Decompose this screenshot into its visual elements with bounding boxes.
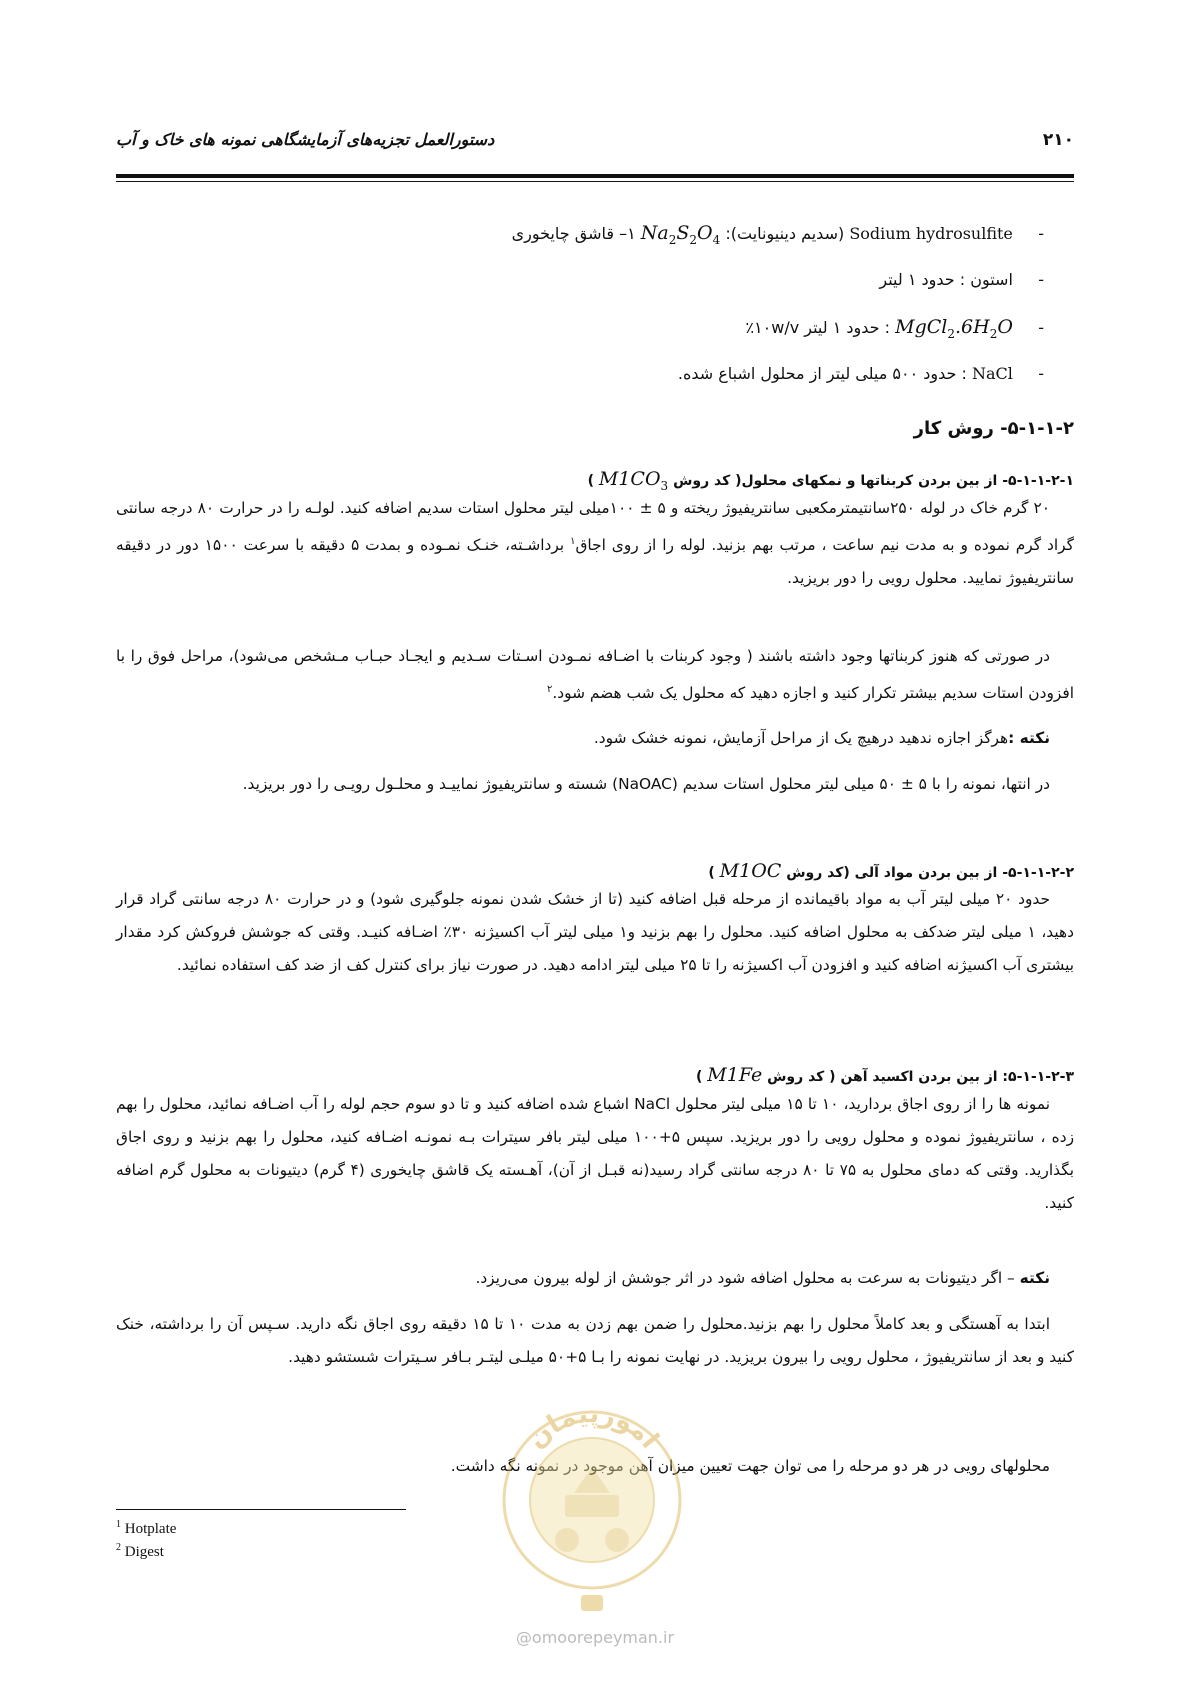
subsection-title: ۵-۱-۱-۲-۲- از بین بردن مواد آلی (کد روش xyxy=(786,865,1074,881)
subsection-heading-3 xyxy=(696,1064,1074,1086)
reagent-en: NaCl xyxy=(972,364,1013,383)
note-label: نکته : xyxy=(1008,729,1050,747)
paragraph: محلولهای رویی در هر دو مرحله را می توان جهت تعیین میزان آهن موجود در نمونه نگه داشت. xyxy=(450,1457,1050,1475)
reagent-item: - $MgCl_2.6H_2O$ : حدود ۱ لیتر ۱۰w/v٪ xyxy=(745,316,1044,341)
formula: $Na_2S_2O_4$ xyxy=(640,222,721,247)
footnote-rule xyxy=(116,1509,406,1510)
footnote-ref: ۲ xyxy=(547,684,553,695)
running-header xyxy=(116,130,1074,160)
footnote: $^1$ Hotplate xyxy=(116,1519,177,1537)
subsection-heading-1 xyxy=(588,468,1074,493)
reagent-list xyxy=(224,218,1044,406)
paragraph-text: در صورتی که هنوز کربناتها وجود داشته باشند ( وجود کربنات با اضـافه نمـودن اسـتات سـدیم و ایجـاد حبـاب مـشخص می‌شود)، مراحل فوق را با افزودن استات سدیم بیشتر تکرار کنید و اجازه دهید که محلول یک شب هضم شود. xyxy=(116,647,1074,703)
paragraph: ابتدا به آهستگی و بعد کاملاً محلول را بهم بزنید.محلول را ضمن بهم زدن به مدت ۱۰ تا ۱۵ دقیقه روی اجاق نگه دارید. سـپس آن را برداشته، خنک کنید و بعد از سانتریفیوژ ، محلول رویی را بیرون بریزید. در نهایت نمونه را بـا ۵+۵۰ میلـی لیتـر بـافر سـیترات شستشو دهید. xyxy=(116,1315,1074,1366)
subsection-title: ۵-۱-۱-۲-۱- از بین بردن کربناتها و نمکهای محلول( کد روش xyxy=(673,473,1074,489)
reagent-text: : حدود ۵۰۰ میلی لیتر از محلول اشباع شده. xyxy=(677,364,967,383)
note-text: – اگر دیتیونات به سرعت به محلول اضافه شود در اثر جوشش از لوله بیرون می‌ریزد. xyxy=(475,1269,1020,1287)
note xyxy=(116,722,1074,755)
reagent-item: - NaCl : حدود ۵۰۰ میلی لیتر از محلول اشباع شده. xyxy=(677,364,1044,383)
header-rule-thick xyxy=(116,174,1074,178)
paragraph-text: ۲۰ گرم خاک در لوله ۲۵۰سانتیمترمکعبی سانتریفیوژ ریخته و ۵ ± ۱۰۰میلی لیتر محلول استات سدیم اضافه کنید. لولـه را در حرارت ۸۰ درجه سانتی گراد گرم نموده و به مدت نیم ساعت ، مرتب بهم بزنید. لوله را از روی اجاق xyxy=(116,499,1074,555)
note xyxy=(116,1262,1074,1295)
paragraph: نمونه ها را از روی اجاق بردارید، ۱۰ تا ۱۵ میلی لیتر محلول NaCl اشباع شده اضافه کنید و تا دو سوم حجم لوله را آب اضـافه نمائید، محلول را بهم زده ، سانتریفیوژ نموده و محلول رویی را دور بریزید. سپس ۵+۱۰۰ میلی لیتر بافر سیترات بـه نمونـه اضـافه کنید، محلول را بهم بزنید و روی اجاق بگذارید. وقتی که دمای محلول به ۷۵ تا ۸۰ درجه سانتی گراد رسید(نه قبـل از آن)، آهـسته یک قاشق چایخوری (۴ گرم) دیتیونات به محلول گرم اضافه کنید. xyxy=(116,1095,1074,1212)
method-code: M1OC xyxy=(719,860,782,882)
footnote: $^2$ Digest xyxy=(116,1542,164,1560)
subsection-title: ۵-۱-۱-۲-۳: از بین بردن اکسید آهن ( کد روش xyxy=(767,1069,1074,1085)
watermark-site: @omoorepeyman.ir xyxy=(515,1628,675,1647)
reagent-en: Sodium hydrosulfite xyxy=(849,224,1013,243)
page-number: ۲۱۰ xyxy=(1042,130,1074,150)
paragraph: حدود ۲۰ میلی لیتر آب به مواد باقیمانده از مرحله قبل اضافه کنید (تا از خشک شدن نمونه جلوگیری شود) و در حرارت ۸۰ درجه سانتی گراد قرار دهید، ۱ میلی لیتر ضدکف به محلول اضافه کنید. محلول را بهم بزنید و۱ میلی لیتر آب اکسیژنه ۳۰٪ اضـافه کنیـد. وقتی که جوشش فروکش کرد مقدار بیشتری آب اکسیژنه اضافه کنید و افزودن آب اکسیژنه را تا ۲۵ میلی لیتر ادامه دهید. در صورت نیاز برای کنترل کف از ضد کف استفاده نمائید. xyxy=(116,890,1074,974)
paren: ) xyxy=(587,473,594,489)
reagent-fa: (سدیم دینیونایت): xyxy=(725,224,845,243)
paren: ) xyxy=(696,1069,703,1085)
header-title: دستورالعمل تجزیه‌های آزمایشگاهی نمونه های خاک و آب xyxy=(116,130,495,149)
paragraph xyxy=(116,492,1074,595)
reagent-text: : حدود ۱ لیتر ۱۰w/v٪ xyxy=(745,318,891,337)
reagent-item: - Sodium hydrosulfite (سدیم دینیونایت): $Na_2S_2O_4$ ۱– قاشق چایخوری xyxy=(511,222,1044,247)
svg-text:امورپیمان: امورپیمان xyxy=(521,1399,665,1455)
formula: $MgCl_2.6H_2O$ xyxy=(895,316,1013,341)
reagent-item: - استون : حدود ۱ لیتر xyxy=(879,270,1044,289)
note-label: نکته xyxy=(1019,1269,1050,1287)
paren: ) xyxy=(708,865,715,881)
method-code: M1Fe xyxy=(707,1064,763,1086)
note-text: هرگز اجازه ندهید درهیچ یک از مراحل آزمایش، نمونه خشک شود. xyxy=(593,729,1009,747)
watermark-seal-icon xyxy=(495,1375,690,1615)
paragraph-text: برداشـته، خنـک نمـوده و بمدت ۵ دقیقه با سرعت ۱۵۰۰ دور در دقیقه سانتریفیوژ نمایید. محلول رویی را دور بریزید. xyxy=(116,536,1074,588)
reagent-amount: ۱– قاشق چایخوری xyxy=(511,224,636,243)
method-code: $M1CO_3$ xyxy=(598,468,669,493)
header-rule-thin xyxy=(116,181,1074,182)
footnote-ref: ۱ xyxy=(570,536,576,547)
paragraph: در انتها، نمونه را با ۵ ± ۵۰ میلی لیتر محلول استات سدیم (NaOAC) شسته و سانتریفیوژ نماییـد و محلـول رویـی را دور بریزید. xyxy=(242,775,1050,793)
reagent-text: استون : حدود ۱ لیتر xyxy=(879,270,1013,289)
paragraph xyxy=(116,640,1074,710)
section-heading: ۵-۱-۱-۲- روش کار xyxy=(913,418,1074,439)
subsection-heading-2 xyxy=(708,860,1074,882)
